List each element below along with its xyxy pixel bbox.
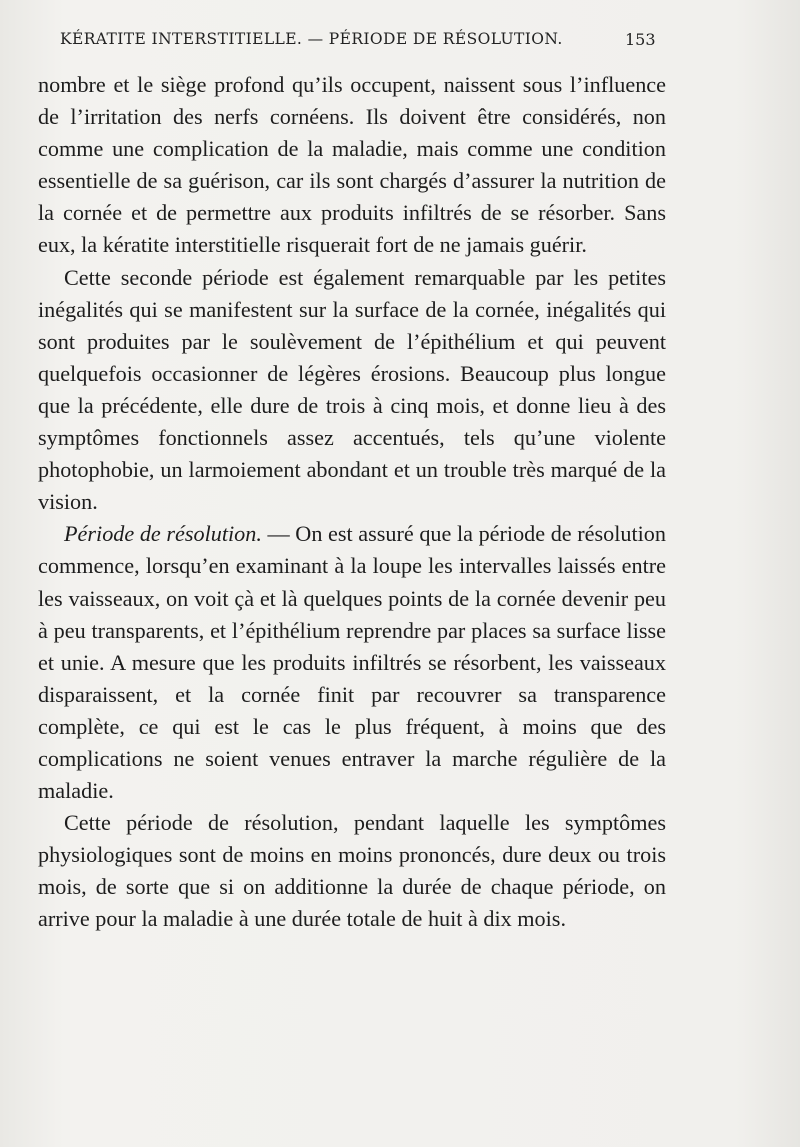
paragraph-second-period: Cette seconde période est également remarquable par les petites inégalités qui se manifestent sur la surface de la cornée, inégalités qui sont produites par le soulèvement de l’épithélium et qui peuvent quelquefois occasionner de légères érosions. Beaucoup plus longue que la précédente, elle dure de trois à cinq mois, et donne lieu à des symptômes fonctionnels assez accentués, tels qu’une violente photophobie, un larmoiement abondant et un trouble très marqué de la vision. xyxy=(38,264,666,515)
page-number: 153 xyxy=(625,30,656,49)
section-heading-italic: Période de résolution. xyxy=(64,521,262,547)
paragraph-duration: Cette période de résolution, pendant laquelle les symptômes physiologiques sont de moins en moins prononcés, dure deux ou trois mois, de sorte que si on additionne la durée de chaque période, on arrive pour la maladie à une durée totale de huit à dix mois. xyxy=(38,810,666,932)
paragraph-resolution xyxy=(38,518,666,807)
paragraph-continuation: nombre et le siège profond qu’ils occupent, naissent sous l’influence de l’irritation des nerfs cornéens. Ils doivent être considérés, non comme une complication de la maladie, mais comme une condition essentielle de sa guérison, car ils sont chargés d’assurer la nutrition de la cornée et de permettre aux produits infiltrés de se résorber. Sans eux, la kératite interstitielle risquerait fort de ne jamais guérir. xyxy=(38,72,666,258)
body-text xyxy=(38,69,666,936)
paragraph-resolution-text: — On est assuré que la période de résolution commence, lorsqu’en examinant à la loupe les intervalles laissés entre les vaisseaux, on voit çà et là quelques points de la cornée devenir peu à peu transparents, et l’épithélium reprendre par places sa surface lisse et unie. A mesure que les produits infiltrés se résorbent, les vaisseaux disparaissent, et la cornée finit par recouvrer sa transparence complète, ce qui est le cas le plus fréquent, à moins que des complications ne soient venues entraver la marche régulière de la maladie. xyxy=(38,521,666,804)
running-head: KÉRATITE INTERSTITIELLE. — PÉRIODE DE RÉSOLUTION. xyxy=(60,30,563,48)
